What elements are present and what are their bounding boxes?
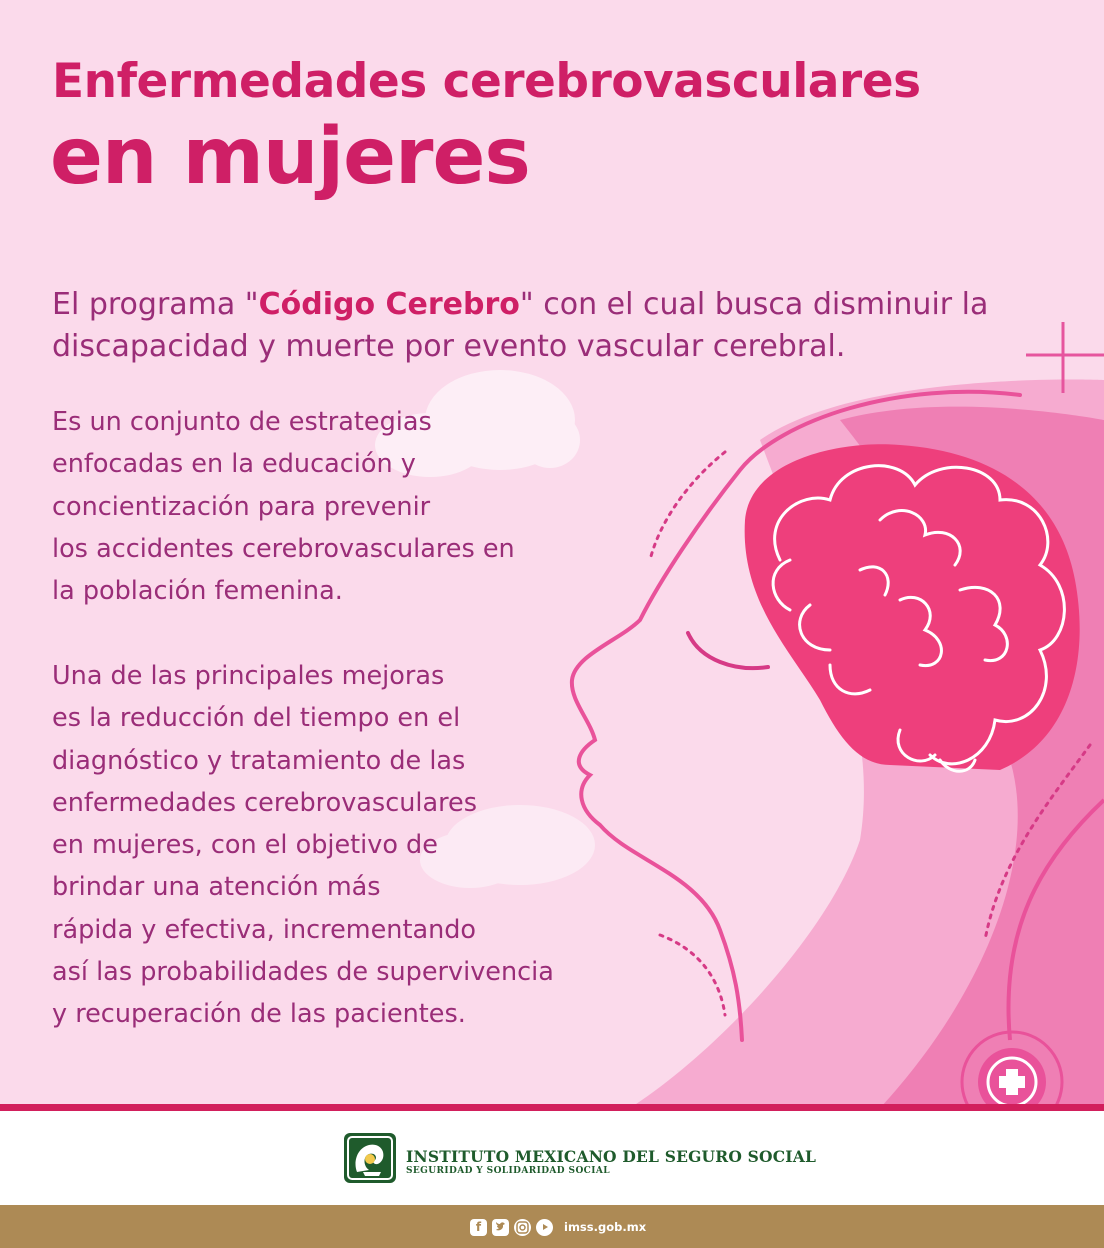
imss-logo-icon bbox=[343, 1132, 397, 1184]
title-line-2: en mujeres bbox=[50, 112, 530, 202]
youtube-icon[interactable] bbox=[536, 1219, 553, 1236]
body-paragraph-2: Una de las principales mejoras es la reducción del tiempo en el diagnóstico y tratamiento de las enfermedades cerebrovasculares en mujeres, con el objetivo de brindar una atención más rápida y efectiva, incrementando así las probabilidades de supervivencia y recuperación de las pacientes. bbox=[52, 661, 554, 1030]
closed-eye bbox=[688, 633, 768, 668]
footer-accent-line bbox=[0, 1104, 1104, 1111]
institution-name: INSTITUTO MEXICANO DEL SEGURO SOCIAL bbox=[406, 1147, 817, 1166]
intro-prefix: El programa " bbox=[52, 287, 259, 322]
instagram-icon[interactable] bbox=[514, 1219, 531, 1236]
institution-slogan: SEGURIDAD Y SOLIDARIDAD SOCIAL bbox=[406, 1166, 610, 1176]
intro-paragraph bbox=[52, 284, 1062, 368]
intro-suffix: " con el cual busca disminuir la discapacidad y muerte por evento vascular cerebral. bbox=[52, 287, 989, 364]
title-line-1: Enfermedades cerebrovasculares bbox=[52, 54, 921, 109]
body-paragraph-1: Es un conjunto de estrategias enfocadas en la educación y concientización para prevenir los accidentes cerebrovasculares en la población femenina. bbox=[52, 407, 515, 607]
social-links bbox=[470, 1218, 646, 1236]
twitter-icon[interactable] bbox=[492, 1219, 509, 1236]
website-link[interactable]: imss.gob.mx bbox=[564, 1220, 647, 1234]
program-name: Código Cerebro bbox=[258, 287, 520, 322]
dotted-line bbox=[660, 935, 725, 1015]
facebook-icon[interactable]: f bbox=[470, 1219, 487, 1236]
